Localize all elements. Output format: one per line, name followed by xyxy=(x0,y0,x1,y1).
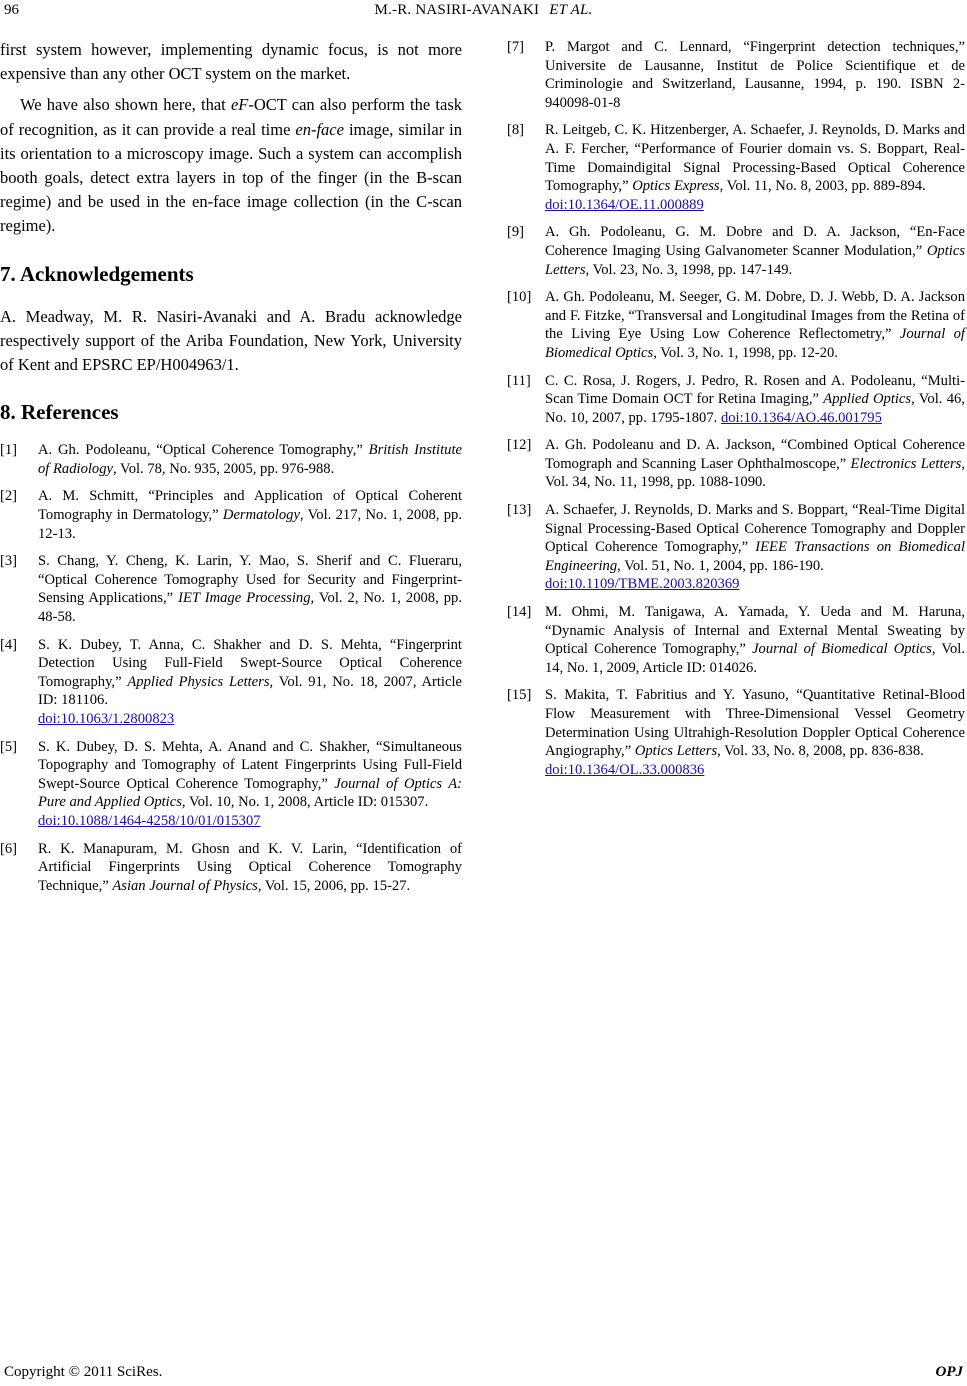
reference-journal: Applied Optics xyxy=(823,391,912,408)
reference-number: [9] xyxy=(507,224,525,241)
reference-details: , Vol. 46, No. 10, 2007, pp. 1795-1807. xyxy=(545,391,965,426)
reference-details: , Vol. 3, No. 1, 1998, pp. 12-20. xyxy=(653,344,838,361)
reference-journal: Electronics Letters xyxy=(850,455,962,472)
reference-text xyxy=(38,487,462,543)
page-number: 96 xyxy=(4,2,19,18)
paragraph2-part-c: image, similar in its orientation to a microscopy image. Such a system can accomplish booth goals, detect extra layers in top of the finger (in the B-scan regime) and be used in the en-face image collection (in the C-scan regime). xyxy=(0,119,462,236)
reference-citation: S. Chang, Y. Cheng, K. Larin, Y. Mao, S. Sherif and C. Flueraru, “Optical Coherence Tomography Used for Security and Fingerprint-Sensing Applications,” xyxy=(38,553,462,607)
reference-details: , Vol. 10, No. 1, 2008, Article ID: 015307. xyxy=(181,794,429,811)
reference-journal: Optics Express xyxy=(632,178,720,195)
reference-text xyxy=(545,288,965,362)
reference-text xyxy=(545,603,965,677)
page-header xyxy=(0,0,967,24)
reference-journal: Journal of Optics A: Pure and Applied Optics xyxy=(38,775,463,811)
reference-citation: A. Gh. Podoleanu, “Optical Coherence Tomography,” xyxy=(38,442,369,459)
reference-number: [13] xyxy=(507,502,532,519)
acknowledgements-text: A. Meadway, M. R. Nasiri-Avanaki and A. Bradu acknowledge respectively support of the Ariba Foundation, New York, University of Kent and EPSRC EP/H004963/1. xyxy=(0,306,462,375)
reference-number: [3] xyxy=(0,553,18,570)
reference-text xyxy=(545,436,965,492)
references-heading: 8. References xyxy=(0,400,119,425)
reference-citation: R. K. Manapuram, M. Ghosn and K. V. Larin, “Identification of Artificial Fingerprints Using Optical Coherence Tomography Technique,” xyxy=(38,840,462,894)
reference-journal: Optics Letters xyxy=(545,242,965,278)
reference-journal: Applied Physics Letters xyxy=(127,673,270,690)
references-list-left xyxy=(0,441,462,895)
reference-text xyxy=(545,372,965,428)
reference-citation: A. Gh. Podoleanu, G. M. Dobre and D. A. Jackson, “En-Face Coherence Imaging Using Galvanometer Scanner Modulation,” xyxy=(545,224,965,259)
reference-journal: Dermatology xyxy=(222,507,300,524)
references-list-right xyxy=(507,38,965,779)
reference-doi-link[interactable]: doi:10.1364/OE.11.000889 xyxy=(545,196,704,213)
reference-doi-link[interactable]: doi:10.1088/1464-4258/10/01/015307 xyxy=(38,812,261,829)
reference-number: [1] xyxy=(0,442,18,459)
reference-item xyxy=(507,686,965,779)
reference-item xyxy=(507,603,965,677)
reference-number: [4] xyxy=(0,636,18,653)
reference-number: [2] xyxy=(0,488,18,505)
reference-item xyxy=(507,288,965,362)
reference-citation: A. Gh. Podoleanu, M. Seeger, G. M. Dobre, D. J. Webb, D. A. Jackson and F. Fitzke, “Transversal and Longitudinal Images from the Retina of the Living Eye Using Low Coherence Reflectometry,” xyxy=(545,289,965,343)
copyright-notice: Copyright © 2011 SciRes. xyxy=(4,1364,163,1380)
paragraph2-ef: eF xyxy=(230,95,249,115)
reference-text xyxy=(38,441,462,478)
reference-citation: C. C. Rosa, J. Rogers, J. Pedro, R. Rosen and A. Podoleanu, “Multi-Scan Time Domain OCT for Retina Imaging,” xyxy=(545,372,965,408)
reference-citation: S. K. Dubey, D. S. Mehta, A. Anand and C. Shakher, “Simultaneous Topography and Tomography of Latent Fingerprints Using Full-Field Swept-Source Optical Coherence Tomography,” xyxy=(38,738,462,792)
reference-item xyxy=(0,840,462,896)
reference-journal: IET Image Processing xyxy=(178,590,311,607)
reference-journal: British Institute of Radiology xyxy=(38,442,462,477)
reference-text xyxy=(38,552,462,626)
reference-item xyxy=(507,38,965,112)
reference-item xyxy=(0,636,462,729)
journal-abbreviation: OPJ xyxy=(935,1364,963,1380)
reference-doi-link[interactable]: doi:10.1063/1.2800823 xyxy=(38,710,175,727)
reference-number: [14] xyxy=(507,604,532,621)
reference-text xyxy=(38,840,462,896)
reference-number: [10] xyxy=(507,289,532,306)
reference-doi-link[interactable]: doi:10.1364/AO.46.001795 xyxy=(720,409,882,426)
reference-citation: S. K. Dubey, T. Anna, C. Shakher and D. S. Mehta, “Fingerprint Detection Using Full-Field Swept-Source Optical Coherence Tomography,” xyxy=(38,636,462,690)
reference-details: , Vol. 14, No. 1, 2009, Article ID: 014026. xyxy=(545,641,965,676)
reference-number: [6] xyxy=(0,840,18,857)
reference-details: , Vol. 15, 2006, pp. 15-27. xyxy=(257,877,411,894)
reference-citation: P. Margot and C. Lennard, “Fingerprint detection techniques,” Universite de Lausanne, Institut de Police Scientifique et de Criminologie and Switzerland, Lausanne, 1994, p. 190. ISBN 2-940098-01-8 xyxy=(545,39,965,111)
reference-number: [5] xyxy=(0,738,18,755)
reference-details: , Vol. 33, No. 8, 2008, pp. 836-838. xyxy=(717,743,924,760)
left-column xyxy=(0,38,462,904)
reference-citation: A. Gh. Podoleanu and D. A. Jackson, “Combined Optical Coherence Tomograph and Scanning Laser Ophthalmoscope,” xyxy=(545,437,965,472)
reference-details: , Vol. 51, No. 1, 2004, pp. 186-190. xyxy=(617,557,824,574)
reference-journal: Journal of Biomedical Optics xyxy=(752,641,932,658)
reference-details: , Vol. 34, No. 11, 1998, pp. 1088-1090. xyxy=(545,455,965,491)
reference-citation: A. Schaefer, J. Reynolds, D. Marks and S. Boppart, “Real-Time Digital Signal Processing-Based Optical Coherence Tomography and Doppler Optical Coherence Tomography,” xyxy=(545,502,965,556)
running-head-authors: M.-R. NASIRI-AVANAKI xyxy=(374,2,540,18)
reference-details: , Vol. 78, No. 935, 2005, pp. 976-988. xyxy=(113,460,335,477)
reference-journal: Journal of Biomedical Optics xyxy=(545,326,965,361)
reference-item xyxy=(0,441,462,478)
paragraph2-part-b: -OCT can also perform the task of recognition, as it can provide a real time xyxy=(0,95,462,139)
reference-citation: M. Ohmi, M. Tanigawa, A. Yamada, Y. Ueda and M. Haruna, “Dynamic Analysis of Internal and External Mental Sweating by Optical Coherence Tomography,” xyxy=(545,604,965,658)
reference-text xyxy=(545,686,965,779)
running-head xyxy=(0,2,967,19)
reference-text xyxy=(545,38,965,112)
reference-number: [11] xyxy=(507,372,531,389)
paragraph2-part-a: We have also shown here, that xyxy=(20,95,231,115)
reference-text xyxy=(545,121,965,214)
reference-number: [7] xyxy=(507,39,525,55)
reference-citation: R. Leitgeb, C. K. Hitzenberger, A. Schaefer, J. Reynolds, D. Marks and A. F. Fercher, “Performance of Fourier domain vs. S. Boppart, Real-Time Domaindigital Signal Processing-Based Optical Coherence Tomography,” xyxy=(545,122,965,195)
reference-number: [8] xyxy=(507,122,525,139)
reference-text xyxy=(545,501,965,594)
reference-journal: IEEE Transactions on Biomedical Engineering xyxy=(545,539,966,574)
body-paragraph-1: first system however, implementing dynamic focus, is not more expensive than any other OCT system on the market. xyxy=(0,40,462,84)
reference-item xyxy=(507,501,965,594)
paragraph2-enface: en-face xyxy=(295,119,344,139)
running-head-et-al: ET AL. xyxy=(549,2,593,18)
reference-doi-link[interactable]: doi:10.1109/TBME.2003.820369 xyxy=(545,576,740,593)
reference-journal: Optics Letters xyxy=(634,743,718,760)
reference-text xyxy=(38,738,462,831)
reference-details: , Vol. 217, No. 1, 2008, pp. 12-13. xyxy=(38,507,463,542)
reference-doi-link[interactable]: doi:10.1364/OL.33.000836 xyxy=(545,761,705,778)
reference-item xyxy=(0,552,462,626)
reference-citation: S. Makita, T. Fabritius and Y. Yasuno, “Quantitative Retinal-Blood Flow Measurement with Three-Dimensional Vessel Geometry Determination Using Ultrahigh-Resolution Doppler Optical Coherence Angiography,” xyxy=(545,687,965,760)
reference-item xyxy=(507,121,965,214)
reference-item xyxy=(0,738,462,831)
reference-text xyxy=(545,223,965,279)
reference-number: [12] xyxy=(507,437,532,454)
reference-citation: A. M. Schmitt, “Principles and Application of Optical Coherent Tomography in Dermatology,” xyxy=(38,488,462,524)
reference-item xyxy=(507,372,965,428)
reference-item xyxy=(507,223,965,279)
reference-item xyxy=(0,487,462,543)
reference-item xyxy=(507,436,965,492)
acknowledgements-heading: 7. Acknowledgements xyxy=(0,261,194,286)
reference-details: , Vol. 11, No. 8, 2003, pp. 889-894. xyxy=(719,178,926,195)
reference-text xyxy=(38,636,462,729)
right-column xyxy=(507,38,965,788)
reference-number: [15] xyxy=(507,687,532,704)
reference-journal: Asian Journal of Physics xyxy=(112,877,258,894)
body-paragraph-2 xyxy=(0,93,462,238)
reference-details: , Vol. 2, No. 1, 2008, pp. 48-58. xyxy=(38,590,462,625)
reference-details: , Vol. 91, No. 18, 2007, Article ID: 181106. xyxy=(38,673,463,709)
reference-details: , Vol. 23, No. 3, 1998, pp. 147-149. xyxy=(585,261,793,278)
